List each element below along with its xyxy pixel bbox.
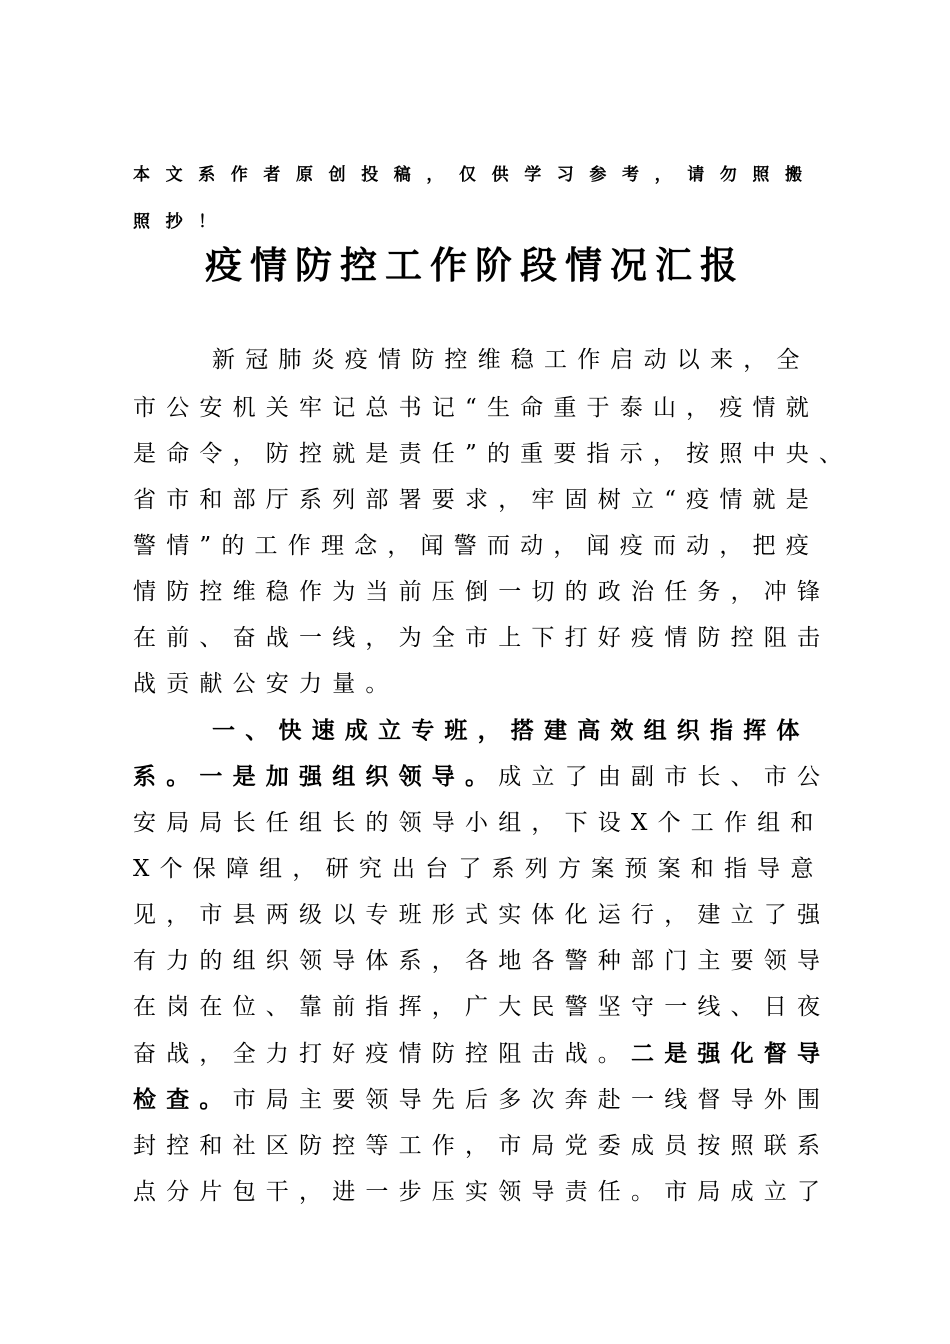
paragraph-1-line-3: 是命令，防控就是责任”的重要指示，按照中央、 (133, 441, 853, 467)
section-1-line-2-text: 成立了由副市长、市公 (498, 764, 831, 790)
section-1-line-10: 封控和社区防控等工作，市局党委成员按照联系 (133, 1133, 831, 1159)
copyright-notice-line-2: 照抄！ (133, 212, 231, 232)
section-1-line-4: X个保障组，研究出台了系列方案预案和指导意 (133, 856, 824, 882)
paragraph-1-line-6: 情防控维稳作为当前压倒一切的政治任务，冲锋 (133, 579, 831, 605)
section-1-line-5: 见，市县两级以专班形式实体化运行，建立了强 (133, 902, 831, 928)
point-2-title-end: 检查。 (133, 1086, 233, 1113)
section-1-line-3: 安局局长任组长的领导小组，下设X个工作组和 (133, 810, 824, 836)
section-1-line-8 (133, 1038, 830, 1070)
section-1-line-6: 有力的组织领导体系，各地各警种部门主要领导 (133, 948, 831, 974)
section-1-line-2 (133, 761, 830, 793)
paragraph-1-line-2: 市公安机关牢记总书记“生命重于泰山，疫情就 (133, 395, 819, 421)
section-1-heading-end: 系。 (133, 763, 200, 790)
section-1-line-9 (133, 1084, 830, 1116)
section-1-line-11: 点分片包干，进一步压实领导责任。市局成立了 (133, 1179, 831, 1205)
section-1-line-8-text: 奋战，全力打好疫情防控阻击战。 (133, 1041, 631, 1067)
copyright-notice-line-1: 本文系作者原创投稿，仅供学习参考，请勿照搬 (133, 165, 818, 185)
paragraph-1-line-7: 在前、奋战一线，为全市上下打好疫情防控阻击 (133, 625, 831, 651)
paragraph-1-line-4: 省市和部厅系列部署要求，牢固树立“疫情就是 (133, 487, 819, 513)
document-title: 疫情防控工作阶段情况汇报 (205, 243, 745, 287)
section-1-line-7: 在岗在位、靠前指挥，广大民警坚守一线、日夜 (133, 994, 831, 1020)
paragraph-1-line-8: 战贡献公安力量。 (133, 671, 399, 697)
paragraph-1-line-1: 新冠肺炎疫情防控维稳工作启动以来，全 (212, 347, 810, 373)
section-1-line-9-text: 市局主要领导先后多次奔赴一线督导外围 (232, 1087, 831, 1113)
section-1-heading: 一、快速成立专班，搭建高效组织指挥体 (212, 717, 810, 744)
paragraph-1-line-5: 警情”的工作理念，闻警而动，闻疫而动，把疫 (133, 533, 819, 559)
point-1-title: 一是加强组织领导。 (199, 763, 499, 790)
point-2-title: 二是强化督导 (631, 1040, 831, 1067)
section-1-heading-line-1 (212, 715, 810, 747)
